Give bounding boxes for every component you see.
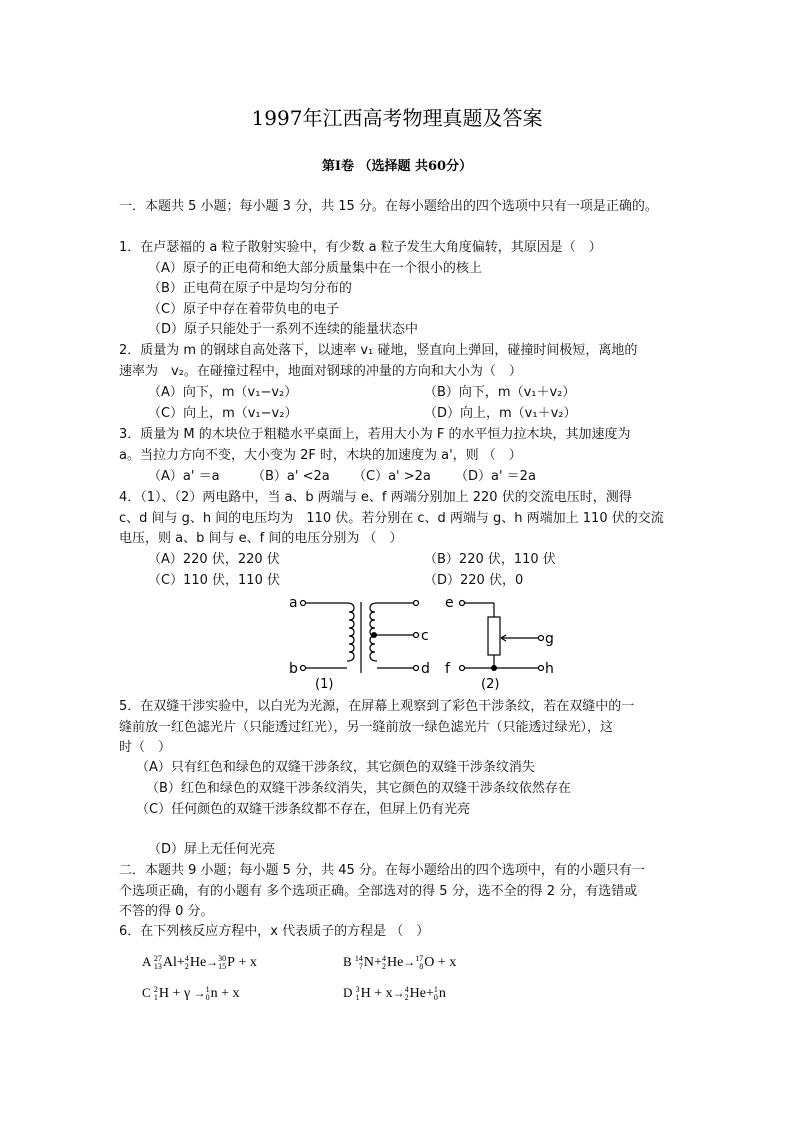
circuit1-caption: (1) — [315, 677, 334, 692]
nuclide: 4 2 He — [381, 953, 404, 971]
q5-stem-line3: 时（ ） — [119, 740, 172, 755]
terminal-h-label: h — [545, 661, 554, 677]
operator: + x — [434, 955, 457, 970]
option-label: D — [343, 985, 356, 1000]
q2-option-c: （C）向上，m（v₁−v₂） — [148, 406, 298, 421]
section2-line3: 不答的得 0 分。 — [119, 904, 214, 919]
arrow-icon: → — [193, 986, 206, 1000]
terminal-e-label: e — [445, 595, 454, 611]
option-label: C — [142, 985, 154, 1000]
terminal-d-label: d — [421, 661, 430, 677]
q6-option-b — [343, 952, 456, 973]
q4-stem-line3: 电压，则 a、b 间与 e、f 间的电压分别为 （ ） — [119, 531, 403, 546]
q4-option-c: （C）110 伏，110 伏 — [148, 573, 280, 588]
section2-line1: 二．本题共 9 小题；每小题 5 分，共 45 分。在每小题给出的四个选项中，有的小题只有一 — [119, 863, 645, 878]
nuclide: 1 0 n — [205, 984, 218, 1002]
q4-stem-line1: 4．（1）、（2）两电路中，当 a、b 两端与 e、f 两端分别加上 220 伏的交流电压时，测得 — [119, 490, 632, 505]
q2-option-a: （A）向下，m（v₁−v₂） — [148, 385, 298, 400]
q3-option-d: （D）a' ＝2a — [455, 469, 536, 484]
terminal-b-label: b — [289, 661, 298, 677]
q4-option-d: （D）220 伏，0 — [424, 573, 524, 588]
q1-option-b: （B）正电荷在原子中是均匀分布的 — [148, 281, 352, 296]
q5-option-b: （B）红色和绿色的双缝干涉条纹消失，其它颜色的双缝干涉条纹依然存在 — [146, 781, 571, 796]
q5-stem-line1: 5．在双缝干涉实验中，以白光为光源，在屏幕上观察到了彩色干涉条纹，若在双缝中的一 — [119, 699, 635, 714]
q5-option-d: （D）屏上无任何光亮 — [148, 842, 276, 857]
option-label: B — [343, 954, 355, 969]
terminal-c-label: c — [421, 628, 429, 644]
q3-option-c: （C）a' >2a — [353, 469, 431, 484]
q1-option-a: （A）原子的正电荷和绝大部分质量集中在一个很小的核上 — [148, 261, 482, 276]
nuclide: 17 8 O — [415, 953, 435, 971]
nuclide: 4 2 He — [404, 984, 426, 1002]
operator: + x — [370, 986, 393, 1001]
q6-option-a — [142, 952, 257, 973]
q4-circuit-figure — [285, 592, 555, 692]
section1-heading: 一．本题共 5 小题；每小题 3 分，共 15 分。在每小题给出的四个选项中只有一项是正确的。 — [119, 199, 658, 214]
arrow-icon: → — [403, 955, 416, 969]
arrow-icon: → — [392, 986, 405, 1000]
rheostat-circuit-2 — [460, 601, 544, 671]
q3-option-a: （A）a' ＝a — [148, 469, 220, 484]
q2-option-d: （D）向上，m（v₁＋v₂） — [424, 406, 577, 421]
terminal-a-label: a — [289, 595, 298, 611]
q6-option-d — [343, 983, 446, 1004]
operator: + — [374, 955, 382, 970]
operator: + x — [234, 955, 257, 970]
circuit2-caption: (2) — [481, 677, 500, 692]
q6-stem: 6．在下列核反应方程中，x 代表质子的方程是 （ ） — [119, 924, 430, 939]
operator: + x — [217, 986, 240, 1001]
nuclide: 3 1 H — [355, 984, 371, 1002]
q1-option-c: （C）原子中存在着带负电的电子 — [148, 302, 340, 317]
nuclide: 14 7 N — [354, 953, 375, 971]
q3-stem-line2: a。当拉力方向不变，大小变为 2F 时，木块的加速度为 a'，则 （ ） — [119, 448, 522, 463]
q5-option-a: （A）只有红色和绿色的双缝干涉条纹，其它颜色的双缝干涉条纹消失 — [136, 760, 535, 775]
section2-line2: 个选项正确，有的小题有 多个选项正确。全部选对的得 5 分，选不全的得 2 分，有选错或 — [119, 884, 638, 899]
transformer-circuit-1 — [301, 601, 419, 674]
q2-option-b: （B）向下，m（v₁＋v₂） — [424, 385, 576, 400]
junction-dot-f — [491, 665, 497, 671]
operator: + γ — [169, 986, 194, 1001]
q3-option-b: （B）a' <2a — [252, 469, 330, 484]
q5-option-c: （C）任何颜色的双缝干涉条纹都不存在，但屏上仍有光亮 — [136, 802, 471, 817]
operator: + — [426, 986, 434, 1001]
q2-stem-line2: 速率为 v₂。在碰撞过程中，地面对钢球的冲量的方向和大小为（ ） — [119, 364, 522, 379]
terminal-f-label: f — [445, 661, 450, 677]
nuclide: 27 13 Al — [153, 953, 177, 971]
q4-option-a: （A）220 伏，220 伏 — [148, 552, 280, 567]
terminal-g-label: g — [545, 631, 554, 647]
q1-stem: 1．在卢瑟福的 a 粒子散射实验中，有少数 a 粒子发生大角度偏转，其原因是（ ） — [119, 240, 602, 255]
nuclide: 1 0 n — [433, 984, 446, 1002]
q3-stem-line1: 3．质量为 M 的木块位于粗糙水平桌面上，若用大小为 F 的水平恒力拉木块，其加速度为 — [119, 427, 631, 442]
operator: + — [176, 955, 185, 970]
q2-stem-line1: 2．质量为 m 的钢球自高处落下，以速率 v₁ 碰地，竖直向上弹回，碰撞时间极短，离地的 — [119, 343, 638, 358]
nuclide: 30 15 P — [218, 953, 235, 971]
q4-option-b: （B）220 伏，110 伏 — [424, 552, 556, 567]
paper-subtitle: 第Ⅰ卷 （选择题 共60分） — [321, 159, 473, 174]
option-label: A — [142, 954, 154, 969]
q1-option-d: （D）原子只能处于一系列不连续的能量状态中 — [148, 322, 419, 337]
nuclide: 2 1 H — [153, 984, 170, 1002]
tap-junction-dot — [371, 632, 377, 638]
q4-stem-line2: c、d 间与 g、h 间的电压均为 110 伏。若分别在 c、d 两端与 g、h 两端加上 110 伏的交流 — [119, 511, 664, 526]
q6-option-c — [142, 983, 240, 1004]
arrow-icon: → — [206, 955, 219, 969]
page-title: 1997年江西高考物理真题及答案 — [251, 106, 543, 130]
q5-stem-line2: 缝前放一红色滤光片（只能透过红光），另一缝前放一绿色滤光片（只能透过绿光），这 — [119, 720, 614, 735]
nuclide: 4 2 He — [184, 953, 207, 971]
